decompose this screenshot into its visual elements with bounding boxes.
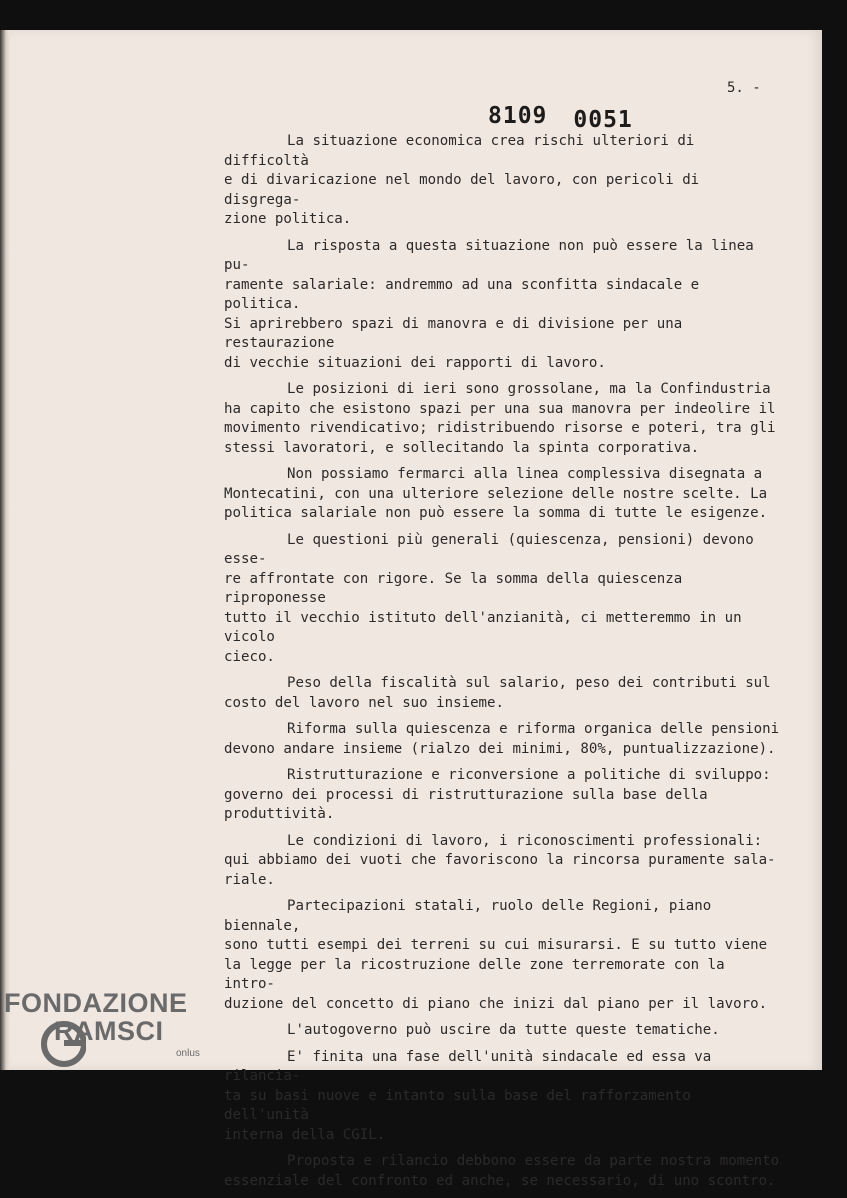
archive-code [488, 103, 633, 133]
paragraph: La situazione economica crea rischi ulteriori di difficoltà e di divaricazione nel mondo del lavoro, con pericoli di disgrega- zione politica. [224, 133, 700, 227]
paragraph: L'autogoverno può uscire da tutte queste tematiche. [287, 1022, 720, 1038]
paragraph: Le posizioni di ieri sono grossolane, ma la Confindustria ha capito che esistono spazi per una sua manovra per indeolire il movimento rivendicativo; ridistribuendo risorse e poteri, tra gli stessi lavoratori, e sollecitando la spinta corporativa. [224, 381, 776, 456]
paragraph: Ristrutturazione e riconversione a politiche di sviluppo: governo dei processi di ristrutturazione sulla base della produttività. [224, 767, 771, 822]
paragraph: Proposta e rilancio debbono essere da parte nostra momento essenziale del confronto ed anche, se necessario, di uno scontro. [224, 1153, 780, 1189]
paragraph: Partecipazioni statali, ruolo delle Regioni, piano biennale, sono tutti esempi dei terreni su cui misurarsi. E su tutto viene la legge per la ricostruzione delle zone terremorate con la intro- duzione del concetto di piano che inizi dal piano per il lavoro. [224, 898, 768, 1012]
fondazione-gramsci-watermark [4, 988, 214, 1080]
watermark-line-2: RAMSCI [54, 1016, 164, 1046]
archive-code-part-1: 8109 [488, 103, 548, 129]
document-body [224, 132, 784, 1198]
paragraph: Le condizioni di lavoro, i riconoscimenti professionali: qui abbiamo dei vuoti che favoriscono la rincorsa puramente sala- riale. [224, 832, 776, 888]
paragraph: E' finita una fase dell'unità sindacale ed essa va rilancia- ta su basi nuove e intanto sulla base del rafforzamento dell'unità interna della CGIL. [224, 1048, 712, 1143]
paragraph: Peso della fiscalità sul salario, peso dei contributi sul costo del lavoro nel suo insieme. [224, 675, 771, 711]
paragraph: Non possiamo fermarci alla linea complessiva disegnata a Montecatini, con una ulteriore selezione delle nostre scelte. La politica salariale non può essere la somma di tutte le esigenze. [224, 466, 768, 521]
watermark-line-1: FONDAZIONE [4, 988, 188, 1018]
paragraph: Le questioni più generali (quiescenza, pensioni) devono esse- re affrontate con rigore. Se la somma della quiescenza riproponesse tutto il vecchio istituto dell'anzianità, ci metteremmo in un vicolo cieco. [224, 531, 754, 665]
binding-edge [0, 30, 10, 1070]
paragraph: La risposta a questa situazione non può essere la linea pu- ramente salariale: andremmo ad una sconfitta sindacale e politica. Si aprirebbero spazi di manovra e di divisione per una restaurazione di vecchie situazioni dei rapporti di lavoro. [224, 237, 754, 371]
archive-code-part-2: 0051 [573, 107, 633, 133]
page-number: 5. - [727, 80, 761, 96]
watermark-line-3: onlus [176, 1048, 200, 1059]
paragraph: Riforma sulla quiescenza e riforma organica delle pensioni devono andare insieme (rialzo dei minimi, 80%, puntualizzazione). [224, 721, 780, 757]
